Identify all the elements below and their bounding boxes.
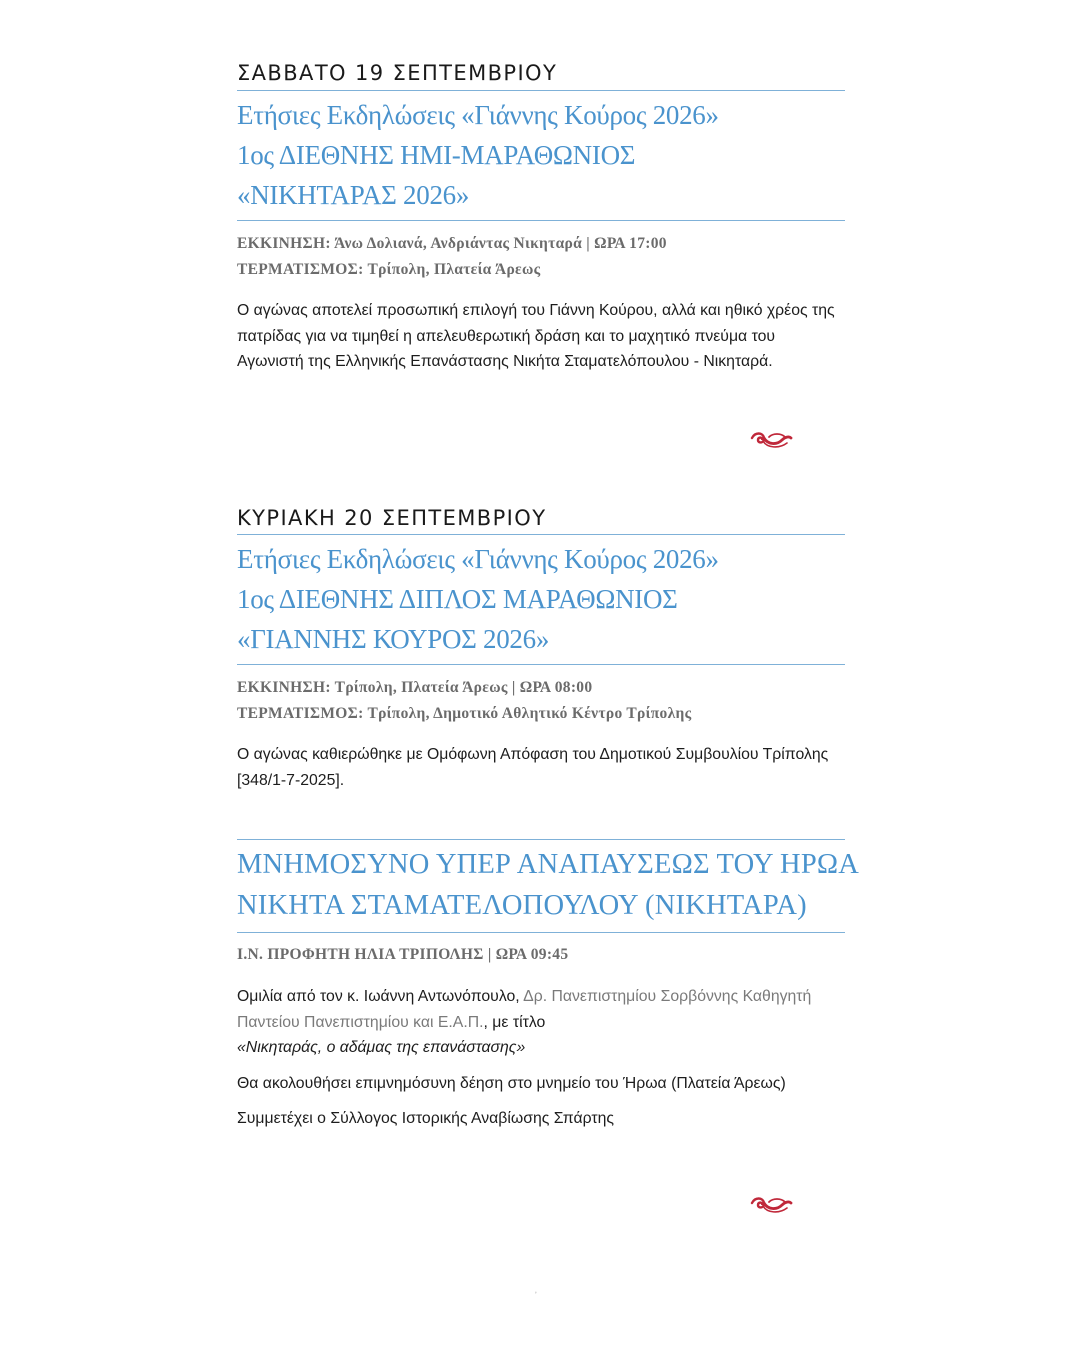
event-title [237,95,845,215]
event-title-line: Ετήσιες Εκδηλώσεις «Γιάννης Κούρος 2026» [237,100,719,130]
memorial-title [237,844,860,926]
speech-paragraph [237,984,845,1061]
memorial-service [237,839,860,1132]
page-mark: ʼ [535,1291,537,1300]
divider-line [237,664,845,665]
day-heading: ΣΑΒΒΑΤΟ 19 ΣΕΠΤΕΜΒΡΙΟΥ [237,61,558,85]
prayer-note: Θα ακολουθήσει επιμνημόσυνη δέηση στο μνημείο του Ήρωα (Πλατεία Άρεως) [237,1074,786,1092]
finish-info: ΤΕΡΜΑΤΙΣΜΟΣ: Τρίπολη, Δημοτικό Αθλητικό Κέντρο Τρίπολης [237,705,692,722]
description-text: Ο αγώνας αποτελεί προσωπική επιλογή του Γιάννη Κούρου, αλλά και ηθικό χρέος της πατρίδας για να τιμηθεί η απελευθερωτική δράση και το μαχητικό πνεύμα του Αγωνιστή της Ελληνικής Επανάστασης Νικήτα Σταματελόπουλου - Νικηταρά. [237,302,835,370]
speech-title-prefix: , με τίτλο [483,1013,546,1031]
divider-line [237,90,845,91]
event-title-line: 1ος ΔΙΕΘΝΗΣ ΔΙΠΛΟΣ ΜΑΡΑΘΩΝΙΟΣ [237,584,678,614]
speech-title: «Νικηταράς, ο αδάμας της επανάστασης» [237,1039,526,1056]
event-sunday [237,505,845,793]
event-meta [237,675,845,727]
participation-note: Συμμετέχει ο Σύλλογος Ιστορικής Αναβίωσης Σπάρτης [237,1110,614,1127]
description-text: Ο αγώνας καθιερώθηκε με Ομόφωνη Απόφαση του Δημοτικού Συμβουλίου Τρίπολης [348/1-7-2025]. [237,746,829,789]
event-title-line: 1ος ΔΙΕΘΝΗΣ ΗΜΙ-ΜΑΡΑΘΩΝΙΟΣ [237,140,636,170]
memorial-location [237,942,845,968]
event-meta [237,231,845,283]
event-description [237,742,845,793]
divider-line [237,932,845,933]
start-info: ΕΚΚΙΝΗΣΗ: Τρίπολη, Πλατεία Άρεως | ΩΡΑ 08:00 [237,679,593,696]
event-title-line: Ετήσιες Εκδηλώσεις «Γιάννης Κούρος 2026» [237,544,719,574]
memorial-title-line: ΜΝΗΜΟΣΥΝΟ ΥΠΕΡ ΑΝΑΠΑΥΣΕΩΣ ΤΟΥ ΗΡΩΑ [237,849,860,880]
event-title-line: «ΓΙΑΝΝΗΣ ΚΟΥΡΟΣ 2026» [237,624,550,654]
memorial-title-line: ΝΙΚΗΤΑ ΣΤΑΜΑΤΕΛΟΠΟΥΛΟΥ (ΝΙΚΗΤΑΡΑ) [237,890,807,921]
event-description [237,298,845,375]
divider-line [237,220,845,221]
red-flourish-ornament-icon [749,428,793,450]
divider-line [237,534,845,535]
event-title-line: «ΝΙΚΗΤΑΡΑΣ 2026» [237,180,470,210]
red-flourish-ornament-icon [749,1193,793,1215]
finish-info: ΤΕΡΜΑΤΙΣΜΟΣ: Τρίπολη, Πλατεία Άρεως [237,261,541,278]
speaker-credentials: Δρ. Πανεπιστημίου Σορβόννης Καθηγητή Παντείου Πανεπιστημίου και Ε.Α.Π. [237,988,812,1031]
day-heading: ΚΥΡΙΑΚΗ 20 ΣΕΠΤΕΜΒΡΙΟΥ [237,506,547,530]
start-info: ΕΚΚΙΝΗΣΗ: Άνω Δολιανά, Ανδριάντας Νικηταρά | ΩΡΑ 17:00 [237,235,667,252]
divider-line [237,839,845,840]
event-title [237,539,845,659]
location-info: Ι.Ν. ΠΡΟΦΗΤΗ ΗΛΙΑ ΤΡΙΠΟΛΗΣ | ΩΡΑ 09:45 [237,946,569,963]
memorial-details [237,984,845,1132]
speech-intro: Ομιλία από τον κ. Ιωάννη Αντωνόπουλο, [237,988,524,1005]
event-saturday [237,60,845,375]
